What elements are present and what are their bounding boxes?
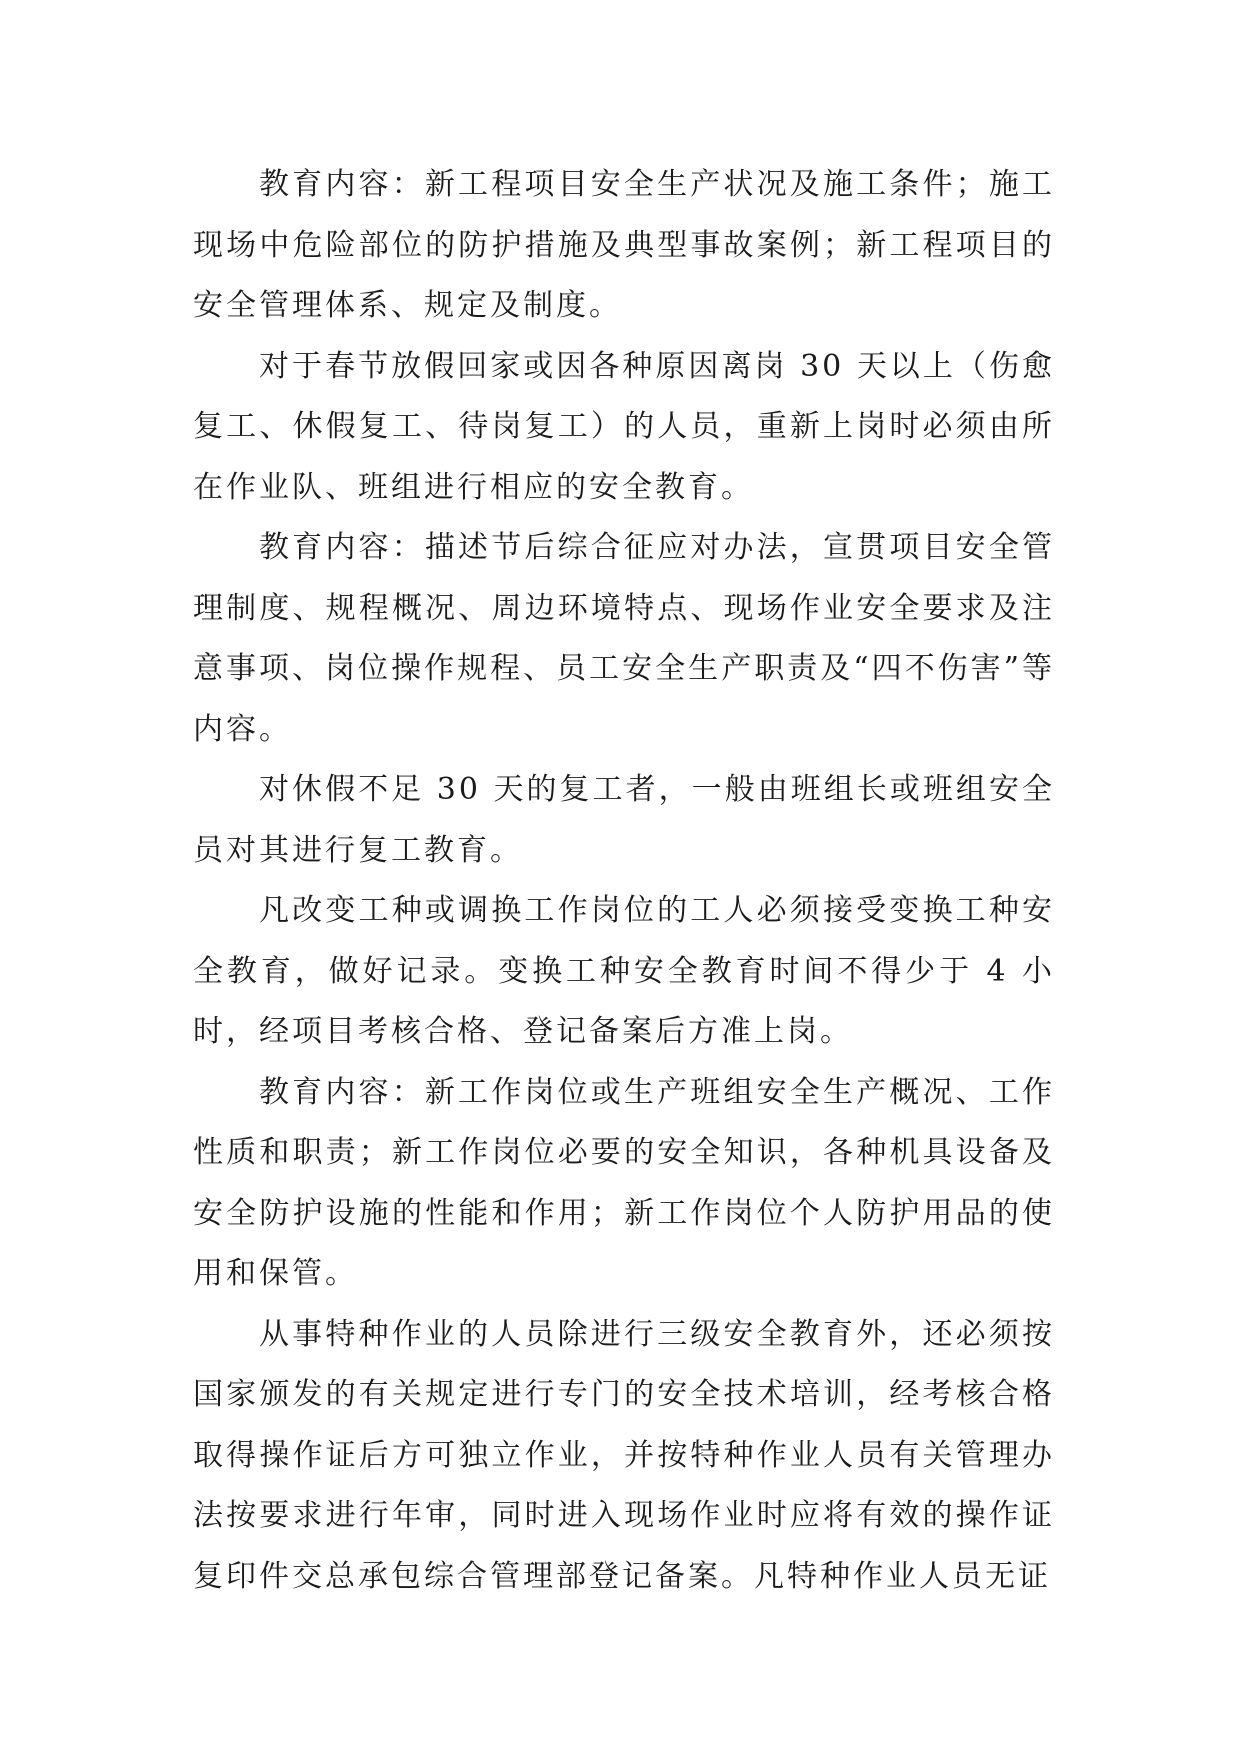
paragraph-4: 对休假不足 30 天的复工者，一般由班组长或班组安全员对其进行复工教育。 [193, 772, 1055, 868]
paragraph-7: 从事特种作业的人员除进行三级安全教育外，还必须按国家颁发的有关规定进行专门的安全技术培训，经考核合格取得操作证后方可独立作业，并按特种作业人员有关管理办法按要求进行年审，同时进入现场作业时应将有效的操作证复印件交总承包综合管理部登记备案。凡特种作业人员无证 [193, 1316, 1055, 1594]
paragraph-6: 教育内容：新工作岗位或生产班组安全生产概况、工作性质和职责；新工作岗位必要的安全知识，各种机具设备及安全防护设施的性能和作用；新工作岗位个人防护用品的使用和保管。 [193, 1074, 1055, 1291]
paragraph-2: 对于春节放假回家或因各种原因离岗 30 天以上（伤愈复工、休假复工、待岗复工）的人员，重新上岗时必须由所在作业队、班组进行相应的安全教育。 [193, 348, 1055, 505]
paragraph-5: 凡改变工种或调换工作岗位的工人必须接受变换工种安全教育，做好记录。变换工种安全教育时间不得少于 4 小时，经项目考核合格、登记备案后方准上岗。 [193, 893, 1055, 1049]
body-text [193, 155, 1055, 1607]
paragraph-1: 教育内容：新工程项目安全生产状况及施工条件；施工现场中危险部位的防护措施及典型事故案例；新工程项目的安全管理体系、规定及制度。 [193, 167, 1055, 323]
paragraph-3: 教育内容：描述节后综合征应对办法，宣贯项目安全管理制度、规程概况、周边环境特点、现场作业安全要求及注意事项、岗位操作规程、员工安全生产职责及“四不伤害”等内容。 [193, 530, 1055, 747]
